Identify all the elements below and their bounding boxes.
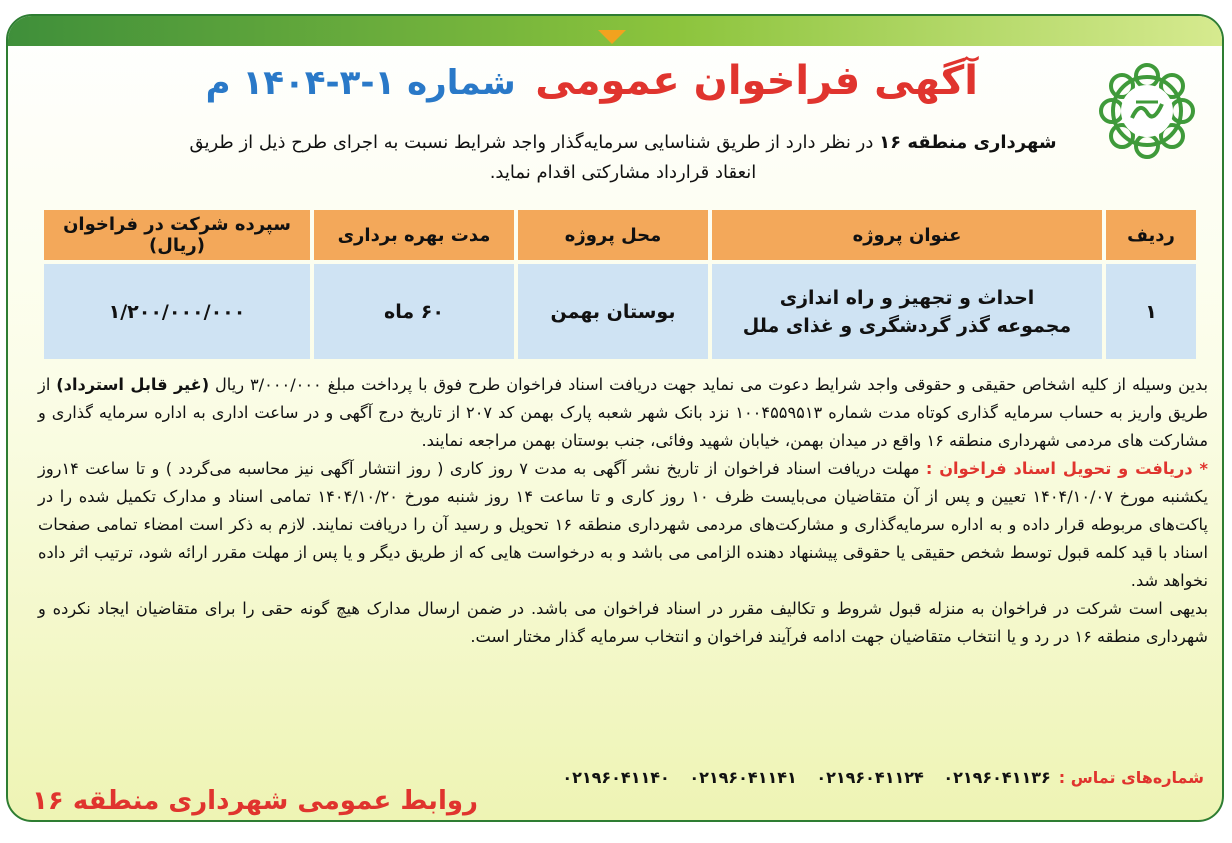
- documents-text: مهلت دریافت اسناد فراخوان از تاریخ نشر آگهی به مدت ۷ روز کاری ( روز انتشار آگهی نیز محاسبه می‌گردد ) و تا ساعت ۱۴روز یکشنبه مورخ ۱۴۰۴/۱۰/۰۷ تعیین و پس از آن متقاضیان می‌بایست ظرف ۱۰ روز کاری و تا ساعت ۱۴ روز شنبه مورخ ۱۴۰۴/۱۰/۲۰ تمامی اسناد و مدارک تکمیل شده را در پاکت‌های مربوطه قرار داده و به اداره سرمایه‌گذاری و مشارکت‌های مردمی شهرداری منطقه ۱۶ تحویل و رسید آن را دریافت نمایند. لازم به ذکر است امضاء تمامی صفحات اسناد با قید کلمه قبول توسط شخص حقیقی یا حقوقی پیشنهاد دهنده الزامی می باشد و به درخواست هایی که از طریق دیگر و یا پس از مهلت مقرر ارائه شود، ترتیب اثر داده نخواهد شد.: [38, 459, 1208, 590]
- public-relations-signature: روابط عمومی شهرداری منطقه ۱۶: [32, 786, 478, 816]
- column-header-row-number: ردیف: [1106, 210, 1196, 260]
- banner-notch-icon: [598, 30, 626, 44]
- contacts-label: شماره‌های تماس :: [1058, 768, 1204, 787]
- column-header-project-location: محل پروژه: [518, 210, 708, 260]
- invitation-text-part1: بدین وسیله از کلیه اشخاص حقیقی و حقوقی واجد شرایط دعوت می نماید جهت دریافت اسناد فراخوان طرح فوق با پرداخت مبلغ ۳/۰۰۰/۰۰۰ ریال: [209, 375, 1208, 394]
- paragraph-invitation: [38, 371, 1208, 455]
- intro-text: [188, 128, 1058, 188]
- column-header-duration: مدت بهره برداری: [314, 210, 514, 260]
- tehran-municipality-logo-icon: [1092, 56, 1202, 166]
- invitation-text-part2: از طریق واریز به حساب سرمایه گذاری کوتاه مدت شماره ۱۰۰۴۵۵۹۵۱۳ نزد بانک شهر شعبه پارک بهمن کد ۲۰۷ از تاریخ درج آگهی و در ساعت اداری به اداره سرمایه گذاری و مشارکت های مردمی شهرداری منطقه ۱۶ واقع در میدان بهمن، خیابان شهید وفائی، جنب بوستان بهمن مراجعه نمایند.: [38, 375, 1208, 450]
- column-header-project-title: عنوان پروژه: [712, 210, 1102, 260]
- documents-heading: * دریافت و تحویل اسناد فراخوان :: [925, 459, 1208, 478]
- ad-title: [205, 58, 978, 114]
- non-refundable-note: (غیر قابل استرداد): [56, 375, 210, 394]
- paragraph-conditions: بدیهی است شرکت در فراخوان به منزله قبول شروط و تکالیف مقرر در اسناد فراخوان می باشد. در ضمن ارسال مدارک هیچ گونه حقی را برای متقاضیان ایجاد نکرده و شهرداری منطقه ۱۶ در رد و یا انتخاب متقاضیان جهت ادامه فرآیند فراخوان و انتخاب سرمایه گذار مختار است.: [38, 599, 1208, 646]
- contact-numbers: [458, 768, 1204, 787]
- cell-project-location: بوستان بهمن: [518, 264, 708, 359]
- body-text: [38, 371, 1208, 651]
- intro-municipality: شهرداری منطقه ۱۶: [879, 132, 1057, 153]
- cell-deposit: ۱/۲۰۰/۰۰۰/۰۰۰: [44, 264, 310, 359]
- table-row: [44, 264, 1196, 359]
- contacts-phone-numbers: ۰۲۱۹۶۰۴۱۱۳۶ ۰۲۱۹۶۰۴۱۱۲۴ ۰۲۱۹۶۰۴۱۱۴۱ ۰۲۱۹۶۰۴۱۱۴۰: [562, 768, 1051, 787]
- table-header-row: [44, 210, 1196, 260]
- title-number: شماره ۱-۳-۱۴۰۴ م: [205, 63, 516, 103]
- project-title-line2: مجموعه گذر گردشگری و غذای ملل: [742, 314, 1072, 337]
- cell-row-number: ۱: [1106, 264, 1196, 359]
- title-main: آگهی فراخوان عمومی: [535, 58, 978, 104]
- advertisement-frame: [6, 14, 1224, 822]
- cell-project-title: [712, 264, 1102, 359]
- projects-table: [40, 206, 1200, 363]
- column-header-deposit: سپرده شرکت در فراخوان (ریال): [44, 210, 310, 260]
- intro-description: در نظر دارد از طریق شناسایی سرمایه‌گذار واجد شرایط نسبت به اجرای طرح ذیل از طریق انعقاد قرارداد مشارکتی اقدام نماید.: [189, 132, 880, 183]
- cell-duration: ۶۰ ماه: [314, 264, 514, 359]
- paragraph-documents: [38, 455, 1208, 595]
- project-title-line1: احداث و تجهیز و راه اندازی: [779, 286, 1035, 309]
